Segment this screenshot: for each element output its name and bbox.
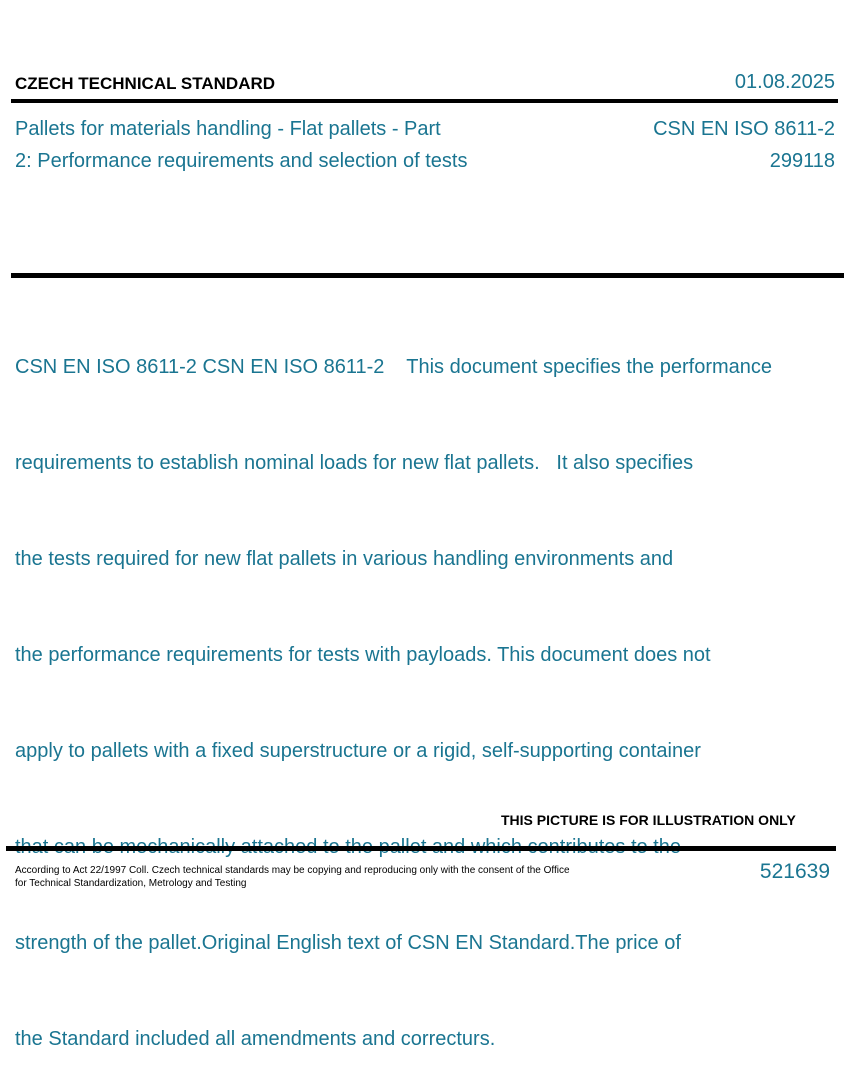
abstract-line: the performance requirements for tests with payloads. This document does not <box>15 644 711 666</box>
standard-code: CSN EN ISO 8611-2 <box>653 118 835 140</box>
illustration-disclaimer: THIS PICTURE IS FOR ILLUSTRATION ONLY <box>501 812 796 828</box>
abstract-line: CSN EN ISO 8611-2 CSN EN ISO 8611-2 This document specifies the performance <box>15 356 773 378</box>
abstract-line: the Standard included all amendments and correcturs. <box>15 1028 496 1050</box>
standard-title-line: 2: Performance requirements and selection of tests <box>15 150 468 172</box>
standard-title <box>15 113 515 177</box>
title-divider <box>11 273 844 278</box>
standard-identifier <box>653 113 835 177</box>
legal-notice-line: for Technical Standardization, Metrology and Testing <box>15 878 247 889</box>
abstract-line: strength of the pallet.Original English text of CSN EN Standard.The price of <box>15 932 681 954</box>
legal-notice <box>15 864 585 890</box>
catalog-number: 299118 <box>769 150 835 172</box>
header-divider <box>11 99 838 103</box>
footer-divider <box>6 846 836 851</box>
publication-date: 01.08.2025 <box>734 71 835 93</box>
abstract-line: requirements to establish nominal loads for new flat pallets. It also specifies <box>15 452 694 474</box>
document-number: 521639 <box>759 860 830 883</box>
abstract-line: the tests required for new flat pallets in various handling environments and <box>15 548 674 570</box>
abstract-line: apply to pallets with a fixed superstructure or a rigid, self-supporting container <box>15 740 701 762</box>
legal-notice-line: According to Act 22/1997 Coll. Czech technical standards may be copying and reproducing only with the consent of the Office <box>15 865 570 876</box>
standard-title-line: Pallets for materials handling - Flat pallets - Part <box>15 118 441 140</box>
abstract-text <box>15 287 845 1087</box>
document-type-label: CZECH TECHNICAL STANDARD <box>15 74 276 93</box>
